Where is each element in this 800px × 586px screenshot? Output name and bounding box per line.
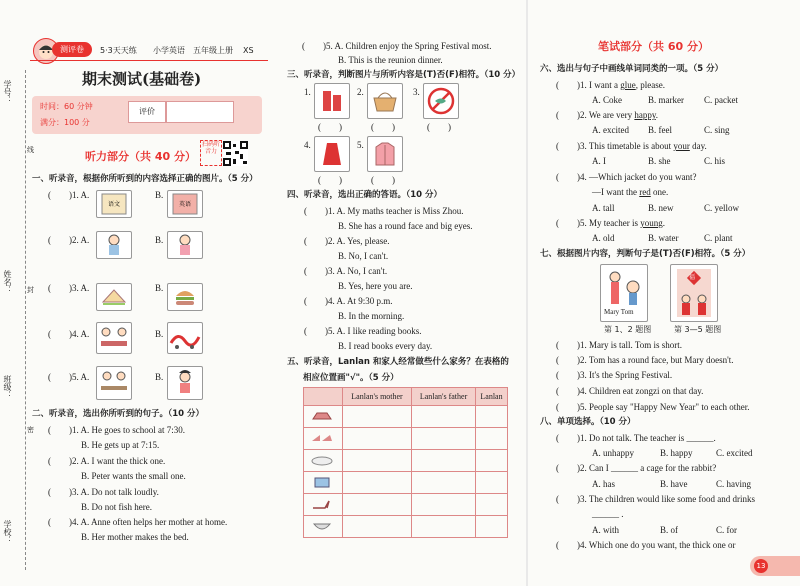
s3-num-4: 4.	[304, 140, 311, 150]
s6-q1-post: , please.	[635, 80, 665, 90]
s6-q2-pre: ( )2. We are very	[556, 110, 635, 120]
no-fishing-sign-picture	[423, 83, 459, 119]
family-dinner-picture	[96, 322, 132, 354]
boy-picture	[96, 231, 132, 259]
table-cell[interactable]	[343, 494, 412, 516]
dishes-icon	[304, 450, 343, 472]
s7-q5: ( )5. People say "Happy New Year" to each other.	[556, 402, 750, 412]
s1-q2-b: B.	[155, 235, 164, 245]
s4-q2-b: B. No, I can't.	[338, 251, 389, 261]
page-number: 13	[754, 559, 768, 573]
table-row	[304, 406, 508, 428]
grade-name: 五年级上册	[193, 46, 233, 55]
header-divider	[30, 60, 268, 61]
s6-q4-line2-post: one.	[650, 187, 669, 197]
bowl-icon	[304, 516, 343, 538]
s6-q1-opt-c: C. packet	[704, 95, 738, 105]
s4-q3-a: ( )3. A. No, I can't.	[304, 266, 388, 276]
hamburger-picture	[167, 283, 203, 311]
shoes-icon	[304, 428, 343, 450]
s7-q4: ( )4. Children eat zongzi on that day.	[556, 386, 704, 396]
table-row	[304, 516, 508, 538]
s6-q5-opt-c: C. plant	[704, 233, 733, 243]
s8-q1-opt-c: C. excited	[716, 448, 753, 458]
section-8-title: 八、单项选择。（10 分）	[540, 417, 636, 427]
s6-q1-underlined: glue	[620, 80, 636, 90]
s6-q5-pre: ( )5. My teacher is	[556, 218, 641, 228]
s2-q3-b: B. Do not fish here.	[81, 502, 152, 512]
s8-q2-opt-a: A. has	[592, 479, 615, 489]
section-4-title: 四、听录音，选出正确的答语。（10 分）	[287, 190, 443, 200]
chores-table	[303, 387, 508, 538]
s6-q3	[556, 141, 707, 152]
s6-q2-opt-a: A. excited	[592, 125, 629, 135]
s3-num-5: 5.	[357, 140, 364, 150]
s3-paren-4: ( )	[318, 175, 342, 185]
s4-q1-a: ( )1. A. My maths teacher is Miss Zhou.	[304, 206, 464, 216]
s1-q3: ( )3. A.	[48, 283, 90, 293]
s2-q1-a: ( )1. A. He goes to school at 7:30.	[48, 425, 185, 435]
class-label: 班级：	[3, 375, 12, 399]
section-1-title: 一、听录音，根据你所听到的内容选择正确的图片。（5 分）	[32, 174, 258, 184]
iron-icon	[304, 406, 343, 428]
s3-num-3: 3.	[413, 87, 420, 97]
english-book-picture	[167, 190, 203, 218]
s6-q3-underlined: your	[673, 141, 690, 151]
table-cell[interactable]	[476, 406, 508, 428]
sandwich-picture	[96, 283, 132, 311]
section-7-title: 七、根据图片内容，判断句子是(T)否(F)相符。（5 分）	[540, 249, 751, 259]
s6-q5	[556, 218, 665, 229]
table-cell[interactable]	[412, 428, 476, 450]
s2-q4-b: B. Her mother makes the bed.	[81, 532, 189, 542]
s6-q1-pre: ( )1. I want a	[556, 80, 621, 90]
s3-paren-1: ( )	[318, 122, 342, 132]
series-name: 5·3天天练	[100, 46, 137, 55]
section-2-title: 二、听录音，选出你所听到的句子。（10 分）	[32, 409, 205, 419]
s8-q3-line2: ______ .	[592, 509, 624, 519]
s2-q2-a: ( )2. A. I want the thick one.	[48, 456, 166, 466]
s6-q3-post: day.	[689, 141, 707, 151]
s6-q4-line2-pre: —I want the	[592, 187, 640, 197]
s8-q3-opt-a: A. with	[592, 525, 619, 535]
svg-text:语文: 语文	[107, 201, 121, 208]
s3-paren-5: ( )	[371, 175, 395, 185]
table-cell[interactable]	[412, 472, 476, 494]
s4-q4-b: B. In the morning.	[338, 311, 405, 321]
caption-1-2: 第 1、2 题图	[604, 325, 652, 334]
red-dress-picture	[314, 136, 350, 172]
table-cell[interactable]	[476, 494, 508, 516]
s1-q5-b: B.	[155, 372, 164, 382]
s8-q1-opt-b: B. happy	[660, 448, 693, 458]
s8-q1-opt-a: A. unhappy	[592, 448, 634, 458]
table-cell[interactable]	[476, 516, 508, 538]
s6-q1-opt-b: B. marker	[648, 95, 684, 105]
s4-q5-a: ( )5. A. I like reading books.	[304, 326, 422, 336]
full-score: 满分：100 分	[40, 118, 90, 127]
table-row	[304, 472, 508, 494]
s8-q2-opt-c: C. having	[716, 479, 751, 489]
s6-q5-underlined: young	[640, 218, 663, 228]
school-label: 学校：	[3, 520, 12, 544]
s6-q2-post: .	[655, 110, 659, 120]
clothes-icon	[304, 472, 343, 494]
s4-q4-a: ( )4. A. At 9:30 p.m.	[304, 296, 393, 306]
s3-num-2: 2.	[357, 87, 364, 97]
evaluation-label: 评价	[128, 101, 166, 123]
s6-q5-opt-b: B. water	[648, 233, 679, 243]
listening-section-title: 听力部分（共 40 分）	[85, 150, 196, 163]
s6-q2-opt-b: B. feel	[648, 125, 672, 135]
s1-q4: ( )4. A.	[48, 329, 90, 339]
s6-q5-opt-a: A. old	[592, 233, 615, 243]
s8-q3-opt-b: B. of	[660, 525, 678, 535]
s8-q2: ( )2. Can I ______ a cage for the rabbit?	[556, 463, 717, 473]
s3-paren-3: ( )	[427, 122, 451, 132]
s6-q3-opt-b: B. she	[648, 156, 671, 166]
basket-picture	[367, 83, 403, 119]
jacket-picture	[367, 136, 403, 172]
s8-q2-opt-b: B. have	[660, 479, 688, 489]
girl-picture	[167, 231, 203, 259]
s6-q2	[556, 110, 658, 121]
right-page	[528, 0, 800, 586]
s1-q5: ( )5. A.	[48, 372, 90, 382]
s6-q3-opt-a: A. I	[592, 156, 606, 166]
s2-q3-a: ( )3. A. Do not talk loudly.	[48, 487, 159, 497]
section-5-title-2: 相应位置画"√"。（5 分）	[303, 373, 399, 383]
section-5-title: 五、听录音，Lanlan 和家人经常做些什么家务？在表格的	[287, 357, 509, 367]
high-heels-icon	[304, 494, 343, 516]
table-cell[interactable]	[412, 494, 476, 516]
s4-q1-b: B. She has a round face and big eyes.	[338, 221, 473, 231]
s1-q3-b: B.	[155, 283, 164, 293]
s3-num-1: 1.	[304, 87, 311, 97]
seal-mark-mi: 密	[27, 426, 34, 434]
table-row	[304, 450, 508, 472]
seal-mark-feng: 封	[27, 286, 34, 294]
col-mother: Lanlan's mother	[343, 388, 412, 406]
binding-line	[25, 70, 26, 570]
dragon-dance-picture	[167, 322, 203, 354]
col-lanlan: Lanlan	[476, 388, 508, 406]
s1-q1-b: B.	[155, 190, 164, 200]
table-cell[interactable]	[412, 516, 476, 538]
written-section-title: 笔试部分（共 60 分）	[598, 40, 709, 53]
girl-reading-picture	[167, 366, 203, 400]
table-row	[304, 494, 508, 516]
s6-q2-opt-c: C. sing	[704, 125, 730, 135]
table-cell[interactable]	[476, 472, 508, 494]
section-3-title: 三、听录音，判断图片与所听内容是(T)否(F)相符。（10 分）	[287, 70, 521, 80]
s2-q5-a: ( )5. A. Children enjoy the Spring Festival most.	[302, 41, 492, 51]
s2-q4-a: ( )4. A. Anne often helps her mother at home.	[48, 517, 228, 527]
chinese-book-picture	[96, 190, 132, 218]
table-cell[interactable]	[412, 406, 476, 428]
cola-picture	[314, 83, 350, 119]
s1-q4-b: B.	[155, 329, 164, 339]
svg-text:英语: 英语	[178, 201, 192, 208]
s6-q4-opt-b: B. new	[648, 203, 674, 213]
section-6-title: 六、选出与句子中画线单词同类的一项。（5 分）	[540, 64, 724, 74]
seal-mark-xian: 线	[27, 146, 34, 154]
s1-q2: ( )2. A.	[48, 235, 90, 245]
edition-code: XS	[243, 46, 254, 55]
children-table-picture	[96, 366, 132, 400]
table-cell[interactable]	[343, 406, 412, 428]
s6-q3-pre: ( )3. This timetable is about	[556, 141, 674, 151]
table-cell[interactable]	[343, 516, 412, 538]
table-row	[304, 428, 508, 450]
s6-q2-underlined: happy	[634, 110, 656, 120]
table-cell[interactable]	[343, 428, 412, 450]
qr-hint: 扫码听音力	[200, 140, 222, 166]
chores-table-header	[304, 388, 508, 406]
s6-q4-underlined: red	[639, 187, 651, 197]
s4-q3-b: B. Yes, here you are.	[338, 281, 413, 291]
s7-q1: ( )1. Mary is tall. Tom is short.	[556, 340, 682, 350]
fu-character: 福	[689, 274, 696, 281]
student-number-label: 学号：	[3, 80, 12, 104]
s3-paren-2: ( )	[371, 122, 395, 132]
table-cell[interactable]	[412, 450, 476, 472]
s8-q1: ( )1. Do not talk. The teacher is ______.	[556, 433, 716, 443]
table-corner	[304, 388, 343, 406]
info-box	[32, 96, 262, 134]
s7-q2: ( )2. Tom has a round face, but Mary doesn't.	[556, 355, 734, 365]
s6-q4: ( )4. —Which jacket do you want?	[556, 172, 697, 182]
s8-q4: ( )4. Which one do you want, the thick one or	[556, 540, 736, 550]
subject-name: 小学英语	[153, 46, 185, 55]
s6-q5-post: .	[662, 218, 665, 228]
s6-q3-opt-c: C. his	[704, 156, 726, 166]
qr-code[interactable]	[223, 141, 248, 166]
s2-q2-b: B. Peter wants the small one.	[81, 471, 186, 481]
caption-3-5: 第 3—5 题图	[674, 325, 722, 334]
s6-q4-opt-c: C. yellow	[704, 203, 739, 213]
table-cell[interactable]	[476, 428, 508, 450]
s6-q4-line2	[592, 187, 668, 198]
time-limit: 时间：60 分钟	[40, 102, 93, 111]
table-cell[interactable]	[476, 450, 508, 472]
s8-q3-opt-c: C. for	[716, 525, 737, 535]
s4-q2-a: ( )2. A. Yes, please.	[304, 236, 390, 246]
s4-q5-b: B. I read books every day.	[338, 341, 433, 351]
mary-tom-label: Mary Tom	[604, 308, 634, 316]
col-father: Lanlan's father	[412, 388, 476, 406]
s7-q3: ( )3. It's the Spring Festival.	[556, 370, 673, 380]
student-name-label: 姓名：	[3, 270, 12, 294]
table-cell[interactable]	[343, 450, 412, 472]
page-title: 期末测试(基础卷)	[82, 70, 202, 88]
s2-q1-b: B. He gets up at 7:15.	[81, 440, 160, 450]
s6-q4-opt-a: A. tall	[592, 203, 615, 213]
evaluation-field[interactable]	[166, 101, 234, 123]
s6-q1-opt-a: A. Coke	[592, 95, 622, 105]
test-badge: 测评卷	[52, 42, 92, 57]
s2-q5-b: B. This is the reunion dinner.	[338, 55, 443, 65]
s6-q1	[556, 80, 665, 91]
s1-q1: ( )1. A.	[48, 190, 90, 200]
table-cell[interactable]	[343, 472, 412, 494]
s8-q3: ( )3. The children would like some food and drinks	[556, 494, 756, 504]
